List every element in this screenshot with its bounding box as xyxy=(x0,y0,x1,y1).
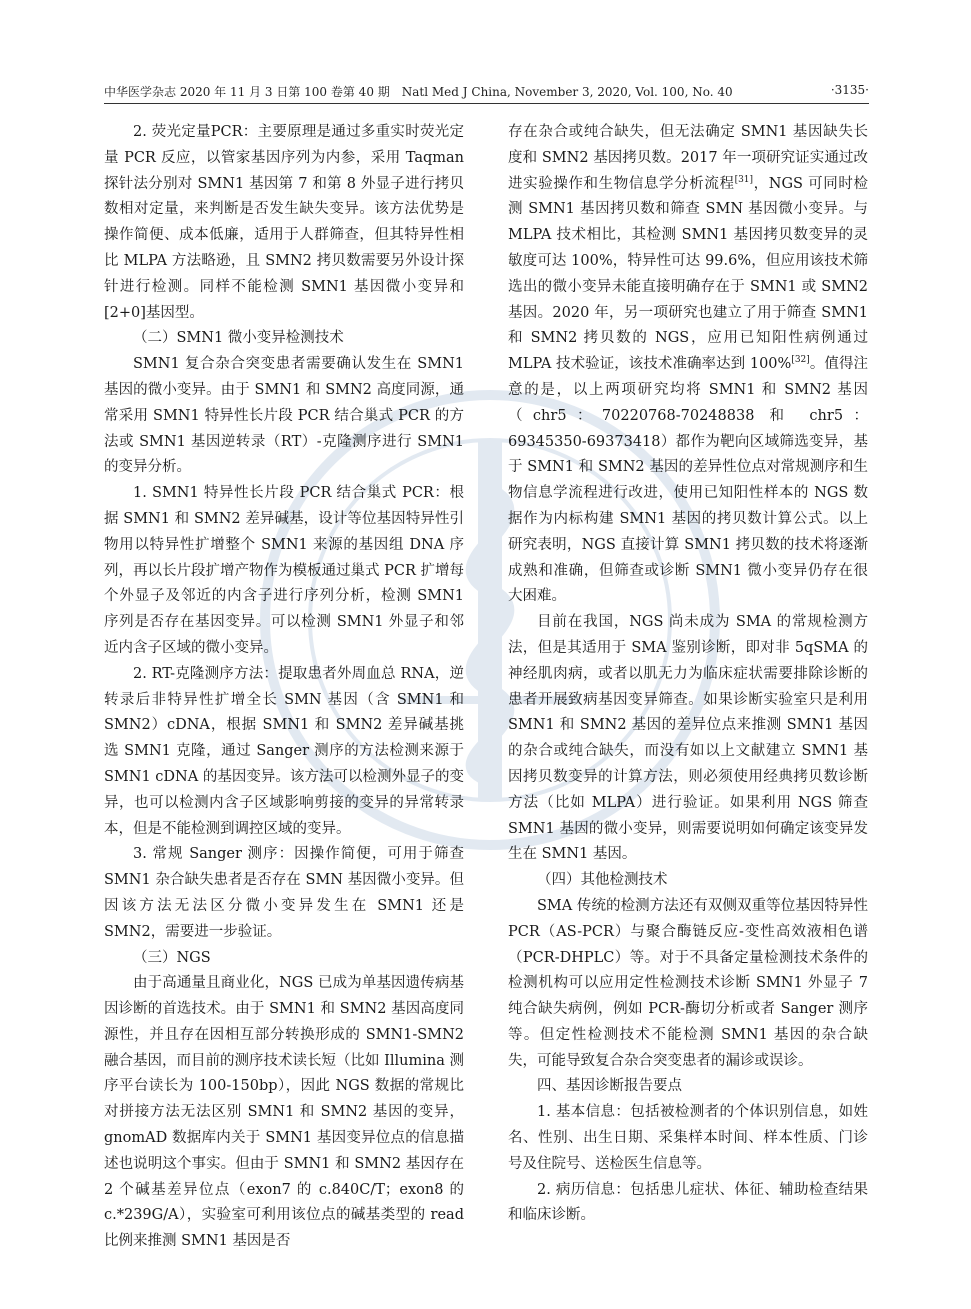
right-column xyxy=(508,120,868,1229)
paragraph-ngs: 由于高通量且商业化，NGS 已成为单基因遗传病基因诊断的首选技术。由于 SMN1 和 SMN2 基因高度同源性，并且存在因相互部分转换形成的 SMN1-SMN2 融合基因，而目前的测序技术读长短（比如 Illumina 测序平台读长为 100-150bp），因此 NGS 数据的常规比对拼接方法无法区别 SMN1 和 SMN2 基因的变异，gnomAD 数据库内关于 SMN1 基因变异位点的信息描述也说明这个事实。但由于 SMN1 和 SMN2 基因存在 2 个碱基差异位点（exon7 的 c.840C/T；exon8 的 c.*239G/A），实验室可利用该位点的碱基类型的 read 比例来推测 SMN1 基因是否 xyxy=(104,975,464,1250)
paragraph-micro-variant-intro: SMN1 复合杂合突变患者需要确认发生在 SMN1 基因的微小变异。由于 SMN1 和 SMN2 高度同源，通常采用 SMN1 特异性长片段 PCR 结合巢式 PCR 的方法或 SMN1 基因逆转录（RT）-克隆测序进行 SMN1 的变异分析。 xyxy=(104,356,464,476)
paragraph-long-range-pcr: 1. SMN1 特异性长片段 PCR 结合巢式 PCR：根据 SMN1 和 SMN2 差异碱基，设计等位基因特异性引物用以特异性扩增整个 SMN1 来源的基因组 DNA 序列，再以长片段扩增产物作为模板通过巢式 PCR 扩增每个外显子及邻近的内含子进行序列分析，检测 SMN1 序列是否存在基因变异。可以检测 SMN1 外显子和邻近内含子区域的微小变异。 xyxy=(104,485,464,656)
text-segment: 。值得注意的是，以上两项研究均将 SMN1 和 SMN2 基因（chr5：70220768-70248838 和 chr5：69345350-69373418）都作为靶向区域筛选变异，基于 SMN1 和 SMN2 基因的差异性位点对常规测序和生物信息学流程进行改进，使用已知阳性样本的 NGS 数据作为内标构建 SMN1 基因的拷贝数计算公式。以上研究表明，NGS 直接计算 SMN1 拷贝数的技术将逐渐成熟和准确，但筛查或诊断 SMN1 微小变异仍存在很大困难。 xyxy=(508,356,869,605)
paragraph-other-tech: SMA 传统的检测方法还有双侧双重等位基因特异性 PCR（AS-PCR）与聚合酶链反应-变性高效液相色谱（PCR-DHPLC）等。对于不具备定量检测技术条件的检测机构可以应用定性检测技术诊断 SMN1 外显子 7 纯合缺失病例，例如 PCR-酶切分析或者 Sanger 测序等。但定性检测技术不能检测 SMN1 基因的杂合缺失，可能导致复合杂合突变患者的漏诊或误诊。 xyxy=(508,897,868,1069)
citation-31: [31] xyxy=(734,174,754,185)
header-divider xyxy=(104,103,869,104)
paragraph-ngs-continued xyxy=(508,120,868,610)
section-heading-report: 四、基因诊断报告要点 xyxy=(537,1078,682,1095)
text-segment: ，NGS 可同时检测 SMN1 基因拷贝数和筛查 SMN 基因微小变异。与 MLPA 技术相比，其检测 SMN1 基因拷贝数变异的灵敏度可达 100%，特异性可达 99.6%，但应用该技术筛选出的微小变异未能直接明确存在于 SMN1 或 SMN2 基因。2020 年，另一项研究也建立了用于筛查 SMN1 和 SMN2 拷贝数的 NGS，应用已知阳性病例通过 MLPA 技术验证，该技术准确率达到 100% xyxy=(508,175,868,373)
text-segment: 存在杂合或纯合缺失，但无法确定 SMN1 基因缺失长度和 SMN2 基因拷贝数。2017 年一项研究证实通过改进实验操作和生物信息学分析流程 xyxy=(508,124,868,192)
left-column xyxy=(104,120,464,1255)
paragraph-ngs-china: 目前在我国，NGS 尚未成为 SMA 的常规检测方法，但是其适用于 SMA 鉴别诊断，即对非 5qSMA 的神经肌肉病，或者以肌无力为临床症状需要排除诊断的患者开展致病基因变异筛查。如果诊断实验室只是利用 SMN1 和 SMN2 基因的差异位点来推测 SMN1 基因的杂合或纯合缺失，而没有如以上文献建立 SMN1 基因拷贝数变异的计算方法，则必须使用经典拷贝数诊断方法（比如 MLPA）进行验证。如果利用 NGS 筛查 SMN1 基因的微小变异，则需要说明如何确定该变异发生在 SMN1 基因。 xyxy=(508,614,868,863)
paragraph-basic-info: 1. 基本信息：包括被检测者的个体识别信息，如姓名、性别、出生日期、采集样本时间、样本性质、门诊号及住院号、送检医生信息等。 xyxy=(508,1104,868,1172)
running-header xyxy=(104,80,869,100)
section-heading-micro-variant: （二）SMN1 微小变异检测技术 xyxy=(133,330,344,347)
section-heading-ngs: （三）NGS xyxy=(133,949,211,966)
page-number: ·3135· xyxy=(830,83,869,97)
paragraph-fluorescent-pcr: 2. 荧光定量PCR：主要原理是通过多重实时荧光定量 PCR 反应，以管家基因序列为内参，采用 Taqman 探针法分别对 SMN1 基因第 7 和第 8 外显子进行拷贝数相对定量，来判断是否发生缺失变异。该方法优势是操作简便、成本低廉，适用于人群筛查，但其特异性相比 MLPA 方法略逊，且 SMN2 拷贝数需要另外设计探针进行检测。同样不能检测 SMN1 基因微小变异和[2+0]基因型。 xyxy=(104,124,464,321)
paragraph-sanger: 3. 常规 Sanger 测序：因操作简便，可用于筛查 SMN1 杂合缺失患者是否存在 SMN 基因微小变异。但因该方法无法区分微小变异发生在 SMN1 还是 SMN2，需要进一步验证。 xyxy=(104,846,464,940)
journal-citation: 中华医学杂志 2020 年 11 月 3 日第 100 卷第 40 期 Natl Med J China, November 3, 2020, Vol. 100, No. 40 xyxy=(104,85,733,99)
citation-32: [32] xyxy=(791,355,810,366)
paragraph-rt-clone-seq: 2. RT-克隆测序方法：提取患者外周血总 RNA，逆转录后非特异性扩增全长 SMN 基因（含 SMN1 和 SMN2）cDNA，根据 SMN1 和 SMN2 差异碱基挑选 SMN1 克隆，通过 Sanger 测序的方法检测来源于 SMN1 cDNA 的基因变异。该方法可以检测外显子的变异，也可以检测内含子区域影响剪接的变异的异常转录本，但是不能检测到调控区域的变异。 xyxy=(104,665,464,837)
paragraph-medical-history: 2. 病历信息：包括患儿症状、体征、辅助检查结果和临床诊断。 xyxy=(508,1181,868,1224)
section-heading-other-tech: （四）其他检测技术 xyxy=(537,872,668,889)
